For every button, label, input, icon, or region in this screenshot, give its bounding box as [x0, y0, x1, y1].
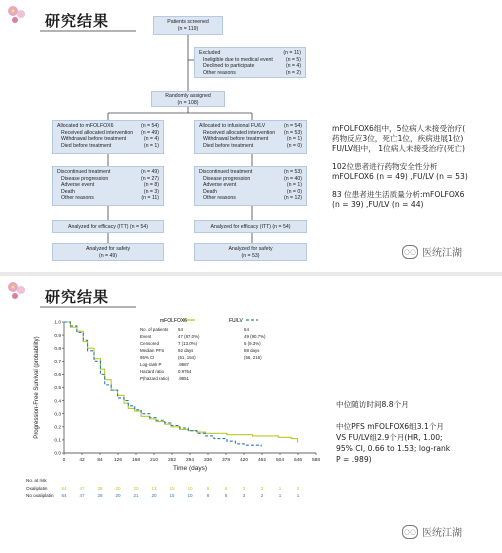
stats-table	[140, 327, 266, 381]
disc-right-item-count: (n = 40)	[283, 175, 302, 182]
risk-value: 21	[133, 493, 139, 498]
stats-mfolfox6-value: 47 (87.0%)	[178, 334, 200, 339]
allocated-mfolfox6-box	[52, 120, 164, 154]
chart-legend	[160, 318, 258, 324]
stats-fulv-value: 49 (90.7%)	[244, 334, 266, 339]
excluded-reason: Ineligible due to medical event	[203, 56, 273, 63]
risk-value: 8	[206, 493, 210, 498]
alloc-right-item-count: (n = 53)	[283, 129, 302, 136]
disc-right-label: Discontinued treatment	[199, 169, 253, 175]
disc-left-item: Adverse event	[61, 182, 95, 189]
y-tick-label: 0.7	[54, 360, 61, 365]
saf-left-count: (n = 49)	[98, 252, 118, 259]
disc-right-item-count: (n = 1)	[286, 182, 302, 189]
x-tick-label: 84	[97, 458, 103, 463]
risk-row-label: No oxaliplatin	[26, 493, 54, 498]
excluded-count: (n = 11)	[283, 50, 301, 56]
risk-value: 13	[151, 486, 157, 491]
note-line: 83 位患者进生活质量分析:mFOLFOX6	[332, 190, 465, 199]
alloc-right-label: Allocated to infusional FU/LV	[199, 123, 266, 129]
excluded-box	[194, 47, 306, 78]
y-tick-label: 0.8	[54, 346, 61, 352]
note-line: (n = 39) ,FU/LV (n = 44)	[332, 200, 424, 209]
risk-value: 54	[61, 486, 67, 491]
efficacy-mfolfox6-box	[52, 220, 164, 233]
risk-value: 1	[278, 493, 282, 498]
note-line: 药物反应3位，死亡1位，疾病进展1位)	[332, 134, 464, 143]
risk-value: 3	[260, 486, 264, 491]
stats-label: Median PFS	[140, 348, 165, 353]
stats-label: Hazard ratio	[140, 369, 164, 374]
y-tick-label: 0.0	[54, 451, 61, 457]
risk-value: 20	[133, 486, 139, 491]
stats-label: 95% CI	[140, 355, 155, 360]
safety-mfolfox6-box	[52, 243, 164, 261]
risk-value: 15	[169, 486, 175, 491]
alloc-left-item: Withdrawal before treatment	[61, 136, 127, 143]
wechat-icon: ◌◌	[402, 245, 418, 259]
disc-right-item-count: (n = 12)	[283, 195, 302, 202]
risk-value: 9	[206, 486, 210, 491]
disc-left-label: Discontinued treatment	[57, 169, 111, 175]
legend-fulv-label: FU/LV	[229, 318, 243, 324]
eff-left-label: Analyzed for efficacy (ITT) (n = 54)	[68, 224, 148, 230]
alloc-right-item: Died before treatment	[203, 142, 254, 149]
x-tick-label: 0	[62, 458, 66, 463]
excluded-reason-count: (n = 5)	[285, 56, 301, 63]
km-chart	[0, 276, 330, 553]
y-tick-label: 0.1	[54, 438, 61, 444]
watermark-text: 医统江湖	[422, 248, 462, 259]
alloc-left-item-count: (n = 1)	[143, 142, 159, 149]
screened-count: (n = 119)	[177, 25, 199, 32]
y-tick-label: 0.4	[54, 399, 61, 405]
safety-fulv-box	[194, 243, 307, 261]
note-line: 95% CI, 0.66 to 1.53; log-rank	[336, 444, 451, 453]
series-fulv-line	[64, 322, 261, 446]
stats-fulv-value: 5 (9.3%)	[244, 341, 261, 346]
randomized-box	[151, 91, 225, 107]
eff-right-label: Analyzed for efficacy (ITT) (n = 54)	[210, 224, 291, 230]
x-tick-label: 210	[149, 458, 159, 463]
disc-left-item: Other reasons	[61, 195, 94, 202]
stats-mfolfox6-value: (61, 154)	[178, 355, 196, 360]
note-line: 中位PFS mFOLFOX6组3.1个月	[336, 422, 444, 431]
risk-value: 20	[115, 493, 121, 498]
alloc-right-item: Withdrawal before treatment	[203, 136, 269, 143]
saf-left-label: Analyzed for safety	[85, 246, 131, 252]
disc-right-item: Adverse event	[203, 182, 237, 189]
stats-label: Log-rank P	[140, 362, 162, 367]
disc-right-count: (n = 53)	[283, 169, 302, 175]
y-tick-label: 0.6	[54, 373, 61, 379]
alloc-right-item-count: (n = 0)	[286, 142, 302, 149]
x-tick-label: 252	[167, 458, 177, 463]
risk-value: 2	[296, 486, 300, 491]
disc-right-item-count: (n = 0)	[286, 188, 302, 195]
risk-value: 10	[187, 486, 193, 491]
x-tick-label: 462	[257, 458, 267, 463]
x-tick-label: 420	[239, 458, 249, 463]
risk-value: 1	[278, 486, 282, 491]
risk-value: 28	[97, 493, 103, 498]
x-tick-label: 168	[131, 458, 141, 463]
x-tick-label: 546	[293, 458, 303, 463]
y-tick-label: 0.5	[54, 386, 61, 392]
disc-left-item-count: (n = 8)	[143, 182, 159, 189]
y-tick-label: 0.3	[54, 412, 61, 418]
wechat-icon: ◌◌	[402, 525, 418, 539]
risk-value: 20	[151, 493, 157, 498]
y-tick-label: 0.9	[54, 333, 61, 339]
stats-fulv-value: (56, 216)	[244, 355, 262, 360]
stats-label: Event	[140, 334, 152, 339]
note-line: P = .989)	[336, 455, 372, 464]
stats-label: No. of patients	[140, 327, 169, 332]
x-tick-label: 126	[113, 458, 123, 463]
saf-right-count: (n = 53)	[241, 252, 260, 259]
allocated-fulv-box	[194, 120, 307, 154]
watermark	[402, 524, 462, 539]
disc-left-item-count: (n = 11)	[141, 195, 159, 202]
stats-mfolfox6-value: 92 days	[178, 348, 194, 353]
slide-flowchart	[0, 0, 502, 272]
risk-value: 15	[169, 493, 175, 498]
alloc-left-item-count: (n = 49)	[140, 129, 159, 136]
x-tick-label: 294	[185, 458, 195, 463]
alloc-right-item-count: (n = 1)	[286, 136, 302, 143]
risk-value: 54	[61, 493, 67, 498]
risk-value: 47	[79, 486, 85, 491]
alloc-right-count: (n = 54)	[283, 123, 302, 129]
slide-survival-curve	[0, 276, 502, 553]
stats-fulv-value: 54	[244, 327, 249, 332]
stats-mfolfox6-value: 0.9764	[178, 369, 192, 374]
disc-right-item: Other reasons	[203, 195, 236, 202]
risk-header: No. at risk	[26, 478, 47, 483]
slide-title: 研究结果	[45, 12, 110, 30]
stats-mfolfox6-value: 7 (13.0%)	[178, 341, 198, 346]
x-tick-label: 42	[79, 458, 85, 463]
randomized-label: Randomly assigned	[165, 93, 211, 99]
y-axis-title: Progression-Free Survival (probability)	[34, 336, 40, 439]
disc-left-item: Disease progression	[61, 175, 109, 182]
excluded-reason-count: (n = 4)	[285, 63, 301, 70]
note-line: VS FU/LV组2.9个月(HR, 1.00;	[336, 433, 443, 442]
discontinued-fulv-box	[194, 166, 307, 206]
excluded-label: Excluded	[199, 50, 221, 56]
watermark	[402, 244, 462, 259]
alloc-left-item: Died before treatment	[61, 142, 112, 149]
screened-label: Patients screened	[167, 19, 209, 25]
slide-title: 研究结果	[45, 288, 110, 306]
risk-value: 6	[224, 486, 228, 491]
stats-label: P(hazard ratio)	[140, 376, 170, 381]
stats-fulv-value: 88 days	[244, 348, 260, 353]
risk-value: 47	[79, 493, 85, 498]
note-line: mFOLFOX6 (n = 49) ,FU/LV (n = 53)	[332, 172, 468, 181]
risk-value: 10	[187, 493, 193, 498]
risk-value: 6	[224, 493, 228, 498]
note-line: FU/LV组中， 1位病人未接受治疗(死亡)	[332, 144, 465, 153]
note-line: 中位随访时间8.8个月	[336, 400, 409, 409]
stats-label: Censored	[140, 341, 160, 346]
alloc-left-label: Allocated to mFOLFOX6	[57, 123, 114, 129]
stats-mfolfox6-value: 54	[178, 327, 183, 332]
x-tick-label: 504	[275, 458, 285, 463]
note-line: 102位患者进行药物安全性分析	[332, 162, 438, 171]
risk-row-label: Oxaliplatin	[26, 486, 48, 491]
x-tick-label: 588	[311, 458, 321, 463]
stats-mfolfox6-value: .9887	[178, 362, 189, 367]
disc-left-item-count: (n = 27)	[140, 175, 159, 182]
efficacy-fulv-box	[194, 220, 307, 233]
alloc-left-count: (n = 54)	[140, 123, 159, 129]
stats-mfolfox6-value: .9851	[178, 376, 189, 381]
y-tick-label: 0.2	[54, 425, 61, 431]
saf-right-label: Analyzed for safety	[228, 246, 273, 252]
risk-value: 3	[242, 493, 246, 498]
disc-left-item-count: (n = 3)	[143, 188, 159, 195]
randomized-count: (n = 108)	[177, 99, 199, 106]
y-tick-label: 1.0	[54, 320, 61, 326]
alloc-left-item: Received allocated intervention	[61, 129, 134, 136]
disc-left-item: Death	[61, 188, 75, 195]
watermark-text: 医统江湖	[422, 528, 462, 539]
discontinued-mfolfox6-box	[52, 166, 164, 206]
excluded-reason: Other reasons	[203, 69, 236, 76]
legend-mfolfox6-label: mFOLFOX6	[160, 318, 187, 324]
risk-value: 2	[260, 493, 264, 498]
x-tick-label: 378	[221, 458, 231, 463]
excluded-reason-count: (n = 2)	[285, 69, 301, 76]
disc-right-item: Death	[203, 188, 217, 195]
alloc-right-item: Received allocated intervention	[203, 129, 276, 136]
risk-value: 1	[296, 493, 300, 498]
risk-value: 3	[242, 486, 246, 491]
risk-value: 20	[115, 486, 121, 491]
risk-table	[26, 478, 300, 498]
screened-box	[153, 16, 223, 35]
x-tick-label: 336	[203, 458, 213, 463]
risk-value: 28	[97, 486, 103, 491]
note-line: mFOLFOX6组中，5位病人未接受治疗(	[332, 124, 466, 133]
disc-right-item: Disease progression	[203, 175, 251, 182]
alloc-left-item-count: (n = 4)	[143, 136, 159, 143]
x-axis-title: Time (days)	[172, 465, 208, 472]
disc-left-count: (n = 49)	[140, 169, 159, 175]
excluded-reason: Declined to participate	[203, 63, 255, 70]
